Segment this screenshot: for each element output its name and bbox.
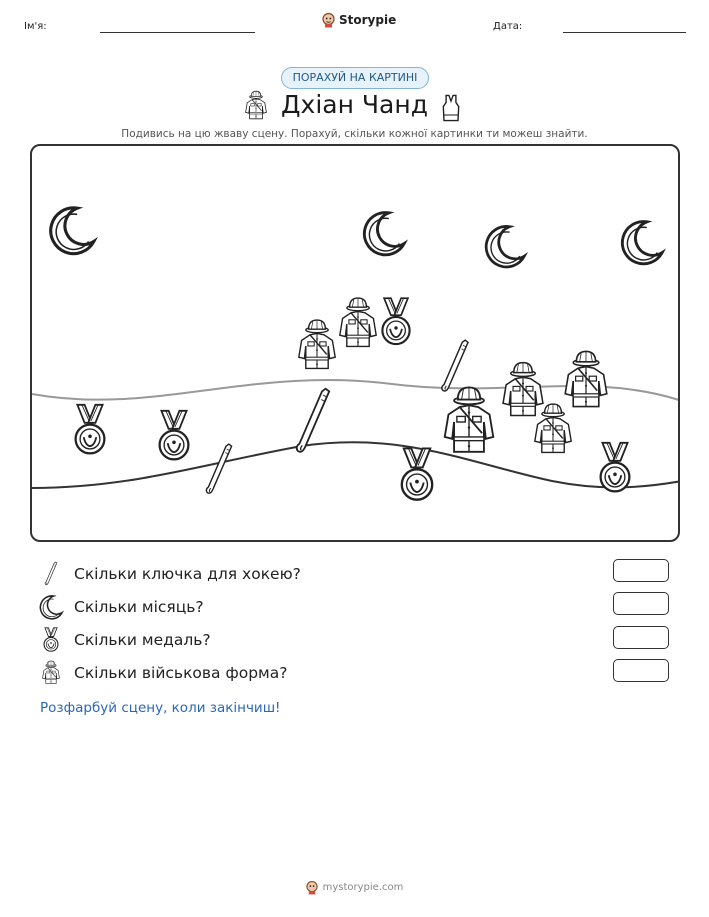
question-row — [38, 660, 287, 686]
medal-icon — [38, 627, 64, 653]
moon-icon — [486, 226, 524, 266]
question-row — [38, 627, 211, 653]
military-uniform-icon — [38, 660, 64, 686]
page-footer — [0, 880, 709, 895]
military-uniform-icon — [340, 298, 376, 346]
moon-icon — [38, 594, 64, 620]
military-uniform-icon — [565, 351, 607, 406]
question-row — [38, 561, 301, 587]
hockey-stick-icon — [297, 389, 330, 452]
hill-line-front — [32, 442, 680, 488]
question-row — [38, 594, 204, 620]
date-label: Дата: — [493, 21, 523, 32]
answer-box[interactable] — [613, 559, 669, 582]
medal-icon — [76, 405, 105, 454]
hockey-stick-icon — [442, 340, 468, 391]
page-instructions: Подивись на цю жваву сцену. Порахуй, скільки кожної картинки ти можеш знайти. — [121, 128, 588, 140]
storypie-icon — [322, 12, 335, 28]
date-field[interactable] — [563, 32, 686, 33]
hockey-stick-icon — [38, 561, 64, 587]
moon-icon — [622, 222, 662, 264]
page-title: Дхіан Чанд — [281, 90, 428, 119]
military-uniform-icon — [503, 363, 543, 416]
medal-icon — [160, 411, 189, 460]
hockey-stick-icon — [206, 444, 231, 493]
name-field[interactable] — [100, 32, 255, 33]
question-text: Скільки місяць? — [74, 598, 204, 616]
medal-icon — [601, 443, 630, 492]
answer-box[interactable] — [613, 592, 669, 615]
brand-name: Storypie — [339, 13, 397, 27]
question-text: Скільки військова форма? — [74, 664, 288, 682]
question-text: Скільки медаль? — [74, 631, 211, 649]
answer-box[interactable] — [613, 659, 669, 682]
brand-logo — [322, 12, 396, 28]
footer-url[interactable]: mystorypie.com — [322, 882, 404, 893]
medal-icon — [402, 448, 432, 499]
sports-vest-icon — [440, 94, 462, 122]
coloring-note: Розфарбуй сцену, коли закінчиш! — [40, 700, 281, 716]
military-uniform-icon — [535, 404, 571, 452]
question-text: Скільки ключка для хокею? — [74, 565, 301, 583]
moon-icon — [51, 208, 94, 254]
name-label: Ім'я: — [24, 21, 47, 32]
activity-badge: ПОРАХУЙ НА КАРТИНІ — [281, 67, 429, 89]
storypie-icon — [306, 880, 318, 895]
moon-icon — [364, 213, 404, 255]
military-uniform-icon — [445, 387, 494, 451]
military-uniform-icon — [299, 320, 335, 368]
medal-icon — [382, 298, 409, 344]
answer-box[interactable] — [613, 626, 669, 649]
counting-scene — [30, 144, 680, 542]
